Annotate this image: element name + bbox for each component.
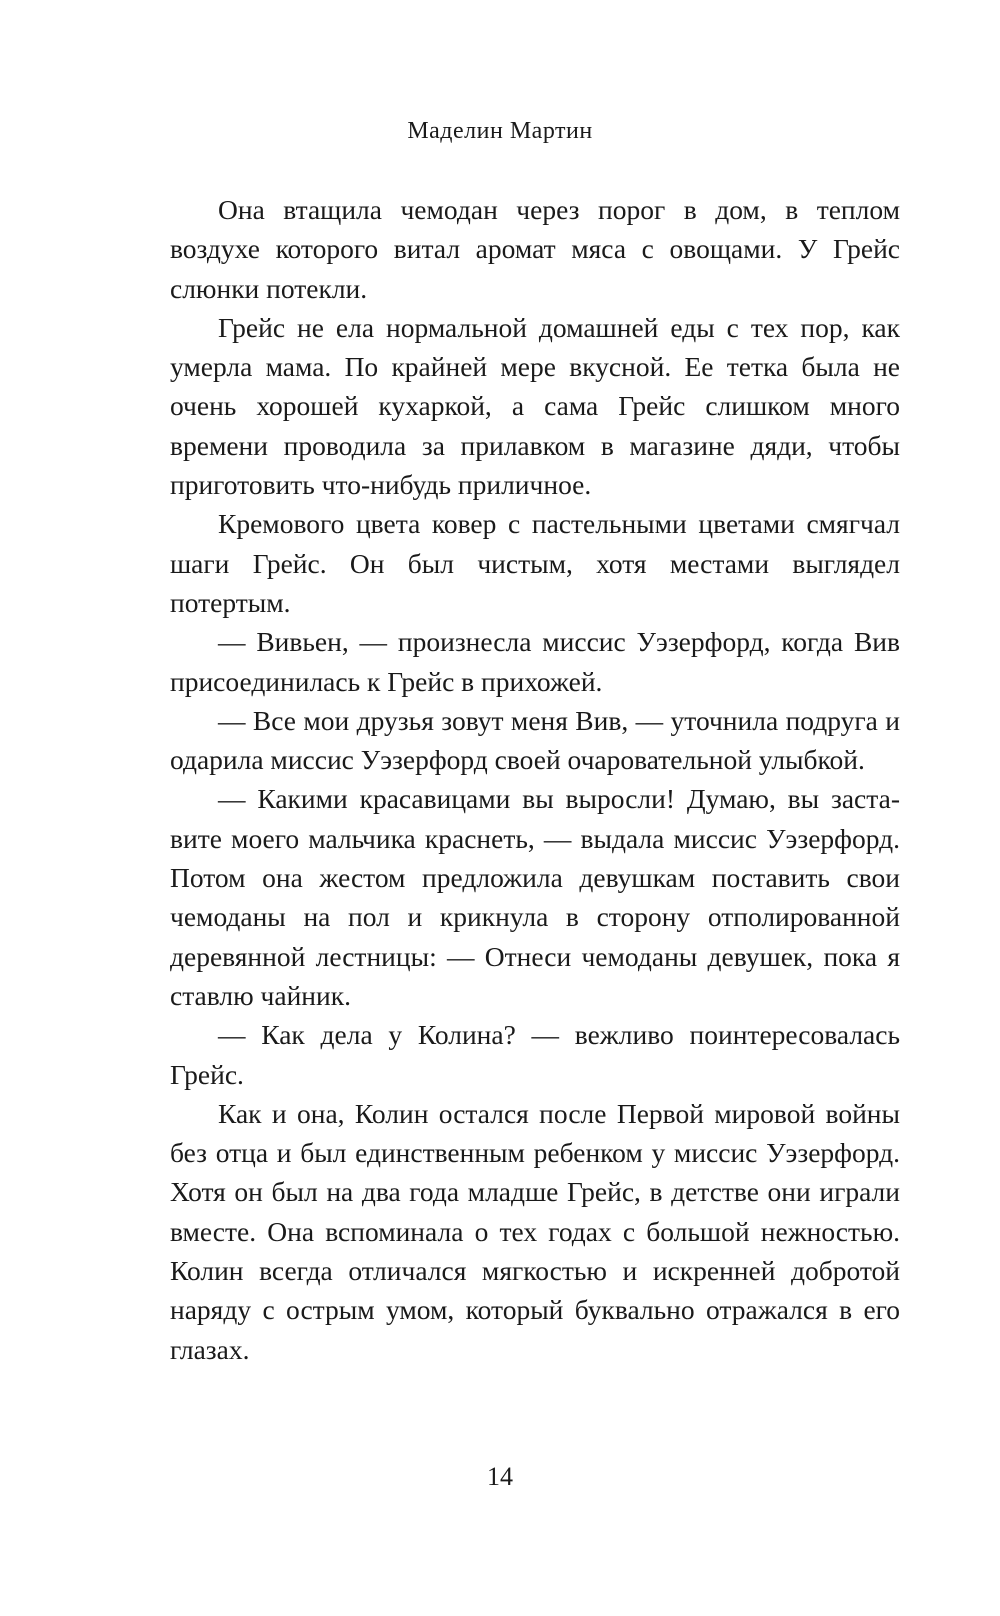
paragraph: Как и она, Колин остался после Первой мировой войны без отца и был единственным ребенком у миссис Уэзерфорд. Хотя он был на два года младше Грейс, в детстве они играли вместе. Она вспоминала о тех годах с большой нежностью. Колин всегда отличался мягкостью и искренней добротой наряду с острым умом, который буквально отражался в его глазах. xyxy=(170,1097,900,1365)
paragraph: Она втащила чемодан через порог в дом, в теплом воздухе которого витал аромат мяса с овощами. У Грейс слюнки потекли. xyxy=(170,194,900,304)
running-head-author: Маделин Мартин xyxy=(407,118,593,144)
body-text xyxy=(170,190,900,1369)
paragraph: — Как дела у Колина? — вежливо поинтересовалась Грейс. xyxy=(170,1019,900,1090)
paragraph: Кремового цвета ковер с пастельными цветами смягчал шаги Грейс. Он был чистым, хотя местами выглядел потертым. xyxy=(170,508,900,618)
paragraph: — Вивьен, — произнесла миссис Уэзерфорд, когда Вив присоединилась к Грейс в прихожей. xyxy=(170,626,900,697)
paragraph: Грейс не ела нормальной домашней еды с тех пор, как умерла мама. По крайней мере вкусной. Ее тетка была не очень хорошей кухаркой, а сама Грейс слишком много времени проводила за прилавком в магазине дяди, чтобы приготовить что-нибудь приличное. xyxy=(170,311,900,501)
paragraph: — Все мои друзья зовут меня Вив, — уточнила подруга и одарила миссис Уэзерфорд своей очаровательной улыбкой. xyxy=(170,704,900,776)
page-number: 14 xyxy=(487,1462,513,1491)
paragraph: — Какими красавицами вы выросли! Думаю, вы заставите моего мальчика краснеть, — выдала миссис Уэзерфорд. Потом она жестом предложила девушкам поставить свои чемоданы на пол и крикнула в сторону отполированной деревянной лестницы: — Отнеси чемоданы девушек, пока я ставлю чайник. xyxy=(170,783,900,1011)
